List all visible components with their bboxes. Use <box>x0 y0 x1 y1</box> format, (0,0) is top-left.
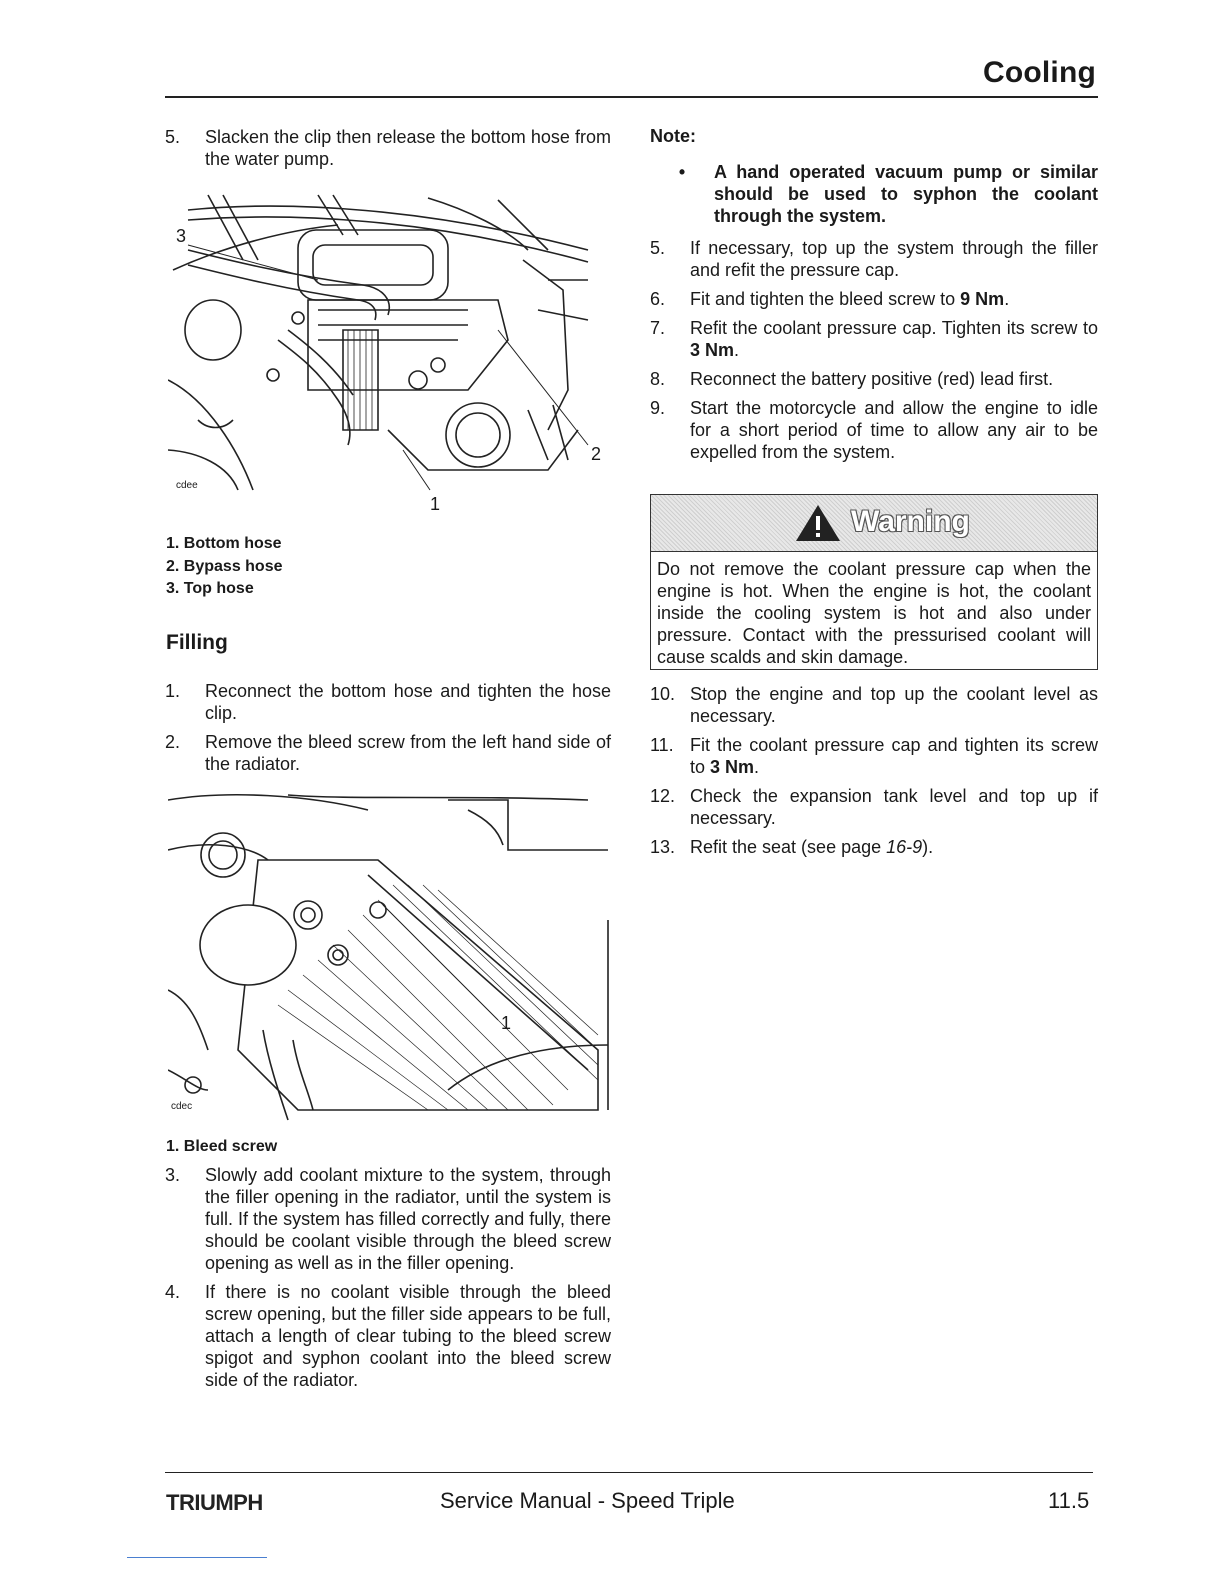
step-number: 6. <box>650 289 666 309</box>
steps-3-4 <box>165 1164 611 1398</box>
step-9 <box>650 397 1098 463</box>
step-1 <box>165 680 611 724</box>
step-text: Check the expansion tank level and top up if necessary. <box>690 786 1098 828</box>
figure-1-captions <box>166 533 283 601</box>
step-10 <box>650 683 1098 727</box>
warning-box <box>650 494 1098 670</box>
step-text: Start the motorcycle and allow the engine to idle for a short period of time to allow any air to be expelled from the system. <box>690 398 1098 462</box>
figure-2-caption: 1. Bleed screw <box>166 1138 278 1155</box>
step-number: 8. <box>650 369 666 389</box>
step-text: If there is no coolant visible through the bleed screw opening, but the filler side appears to be full, attach a length of clear tubing to the bleed screw spigot and syphon coolant into the bleed screw side of the radiator. <box>205 1282 611 1390</box>
step-number: 5. <box>165 127 181 147</box>
step-number: 10. <box>650 684 676 704</box>
callout-1: 1 <box>430 494 441 514</box>
radiator-illustration <box>168 790 613 1130</box>
note-text: A hand operated vacuum pump or similar should be used to syphon the coolant through the system. <box>714 162 1098 226</box>
step-3 <box>165 1164 611 1274</box>
step-number: 12. <box>650 786 676 806</box>
header-rule <box>165 96 1098 98</box>
warning-title: Warning <box>851 505 970 538</box>
step-2 <box>165 731 611 775</box>
left-column <box>165 126 611 177</box>
step-6 <box>650 288 1098 310</box>
step-text: Fit the coolant pressure cap and tighten its screw to 3 Nm. <box>690 735 1098 777</box>
caption-bottom-hose: 1. Bottom hose <box>166 535 282 552</box>
callout-1: 1 <box>501 1013 512 1033</box>
page-reference: 16-9 <box>886 837 923 857</box>
step-number: 2. <box>165 732 181 752</box>
step-text: Stop the engine and top up the coolant level as necessary. <box>690 684 1098 726</box>
step-number: 4. <box>165 1282 181 1302</box>
step-text: If necessary, top up the system through the filler and refit the pressure cap. <box>690 238 1098 280</box>
step-5-right <box>650 237 1098 281</box>
manual-title: Service Manual - Speed Triple <box>440 1488 735 1513</box>
page-number: 11.5 <box>1048 1488 1090 1513</box>
figure-code: cdee <box>176 480 198 491</box>
step-text: Remove the bleed screw from the left hand side of the radiator. <box>205 732 611 774</box>
warning-text: Do not remove the coolant pressure cap when the engine is hot. When the engine is hot, the coolant inside the cooling system is hot and also under pressure. Contact with the pressurised coolant will cause scalds and skin damage. <box>657 559 1091 667</box>
step-text: Slacken the clip then release the bottom hose from the water pump. <box>205 127 611 169</box>
step-text: Refit the seat (see page 16-9). <box>690 837 934 857</box>
figure-code: cdec <box>171 1101 193 1112</box>
step-number: 3. <box>165 1165 181 1185</box>
link-underline <box>127 1557 267 1558</box>
step-text: Fit and tighten the bleed screw to 9 Nm. <box>690 289 1010 309</box>
bullet-icon: • <box>678 162 686 182</box>
step-text: Reconnect the bottom hose and tighten the hose clip. <box>205 681 611 723</box>
step-13 <box>650 836 1098 858</box>
callout-3: 3 <box>176 226 187 246</box>
warning-triangle-icon <box>794 503 842 543</box>
step-number: 5. <box>650 238 666 258</box>
figure-engine-hoses <box>168 190 613 515</box>
steps-10-13 <box>650 683 1098 865</box>
figure-radiator-bleed-screw <box>168 790 613 1130</box>
step-text: Slowly add coolant mixture to the system, through the filler opening in the radiator, until the system is full. If the system has filled correctly and fully, there should be coolant visible through the bleed screw opening as well as in the filler opening. <box>205 1165 611 1273</box>
filling-heading: Filling <box>166 631 228 654</box>
step-11 <box>650 734 1098 778</box>
filling-steps <box>165 680 611 782</box>
callout-2: 2 <box>591 444 602 464</box>
step-number: 7. <box>650 318 666 338</box>
step-number: 9. <box>650 398 666 418</box>
right-column <box>650 126 1098 470</box>
step-number: 1. <box>165 681 181 701</box>
step-5-left <box>165 126 611 170</box>
step-text: Reconnect the battery positive (red) lead first. <box>690 369 1054 389</box>
engine-illustration <box>168 190 613 515</box>
step-number: 11. <box>650 735 674 755</box>
step-text: Refit the coolant pressure cap. Tighten its screw to 3 Nm. <box>690 318 1098 360</box>
step-number: 13. <box>650 837 676 857</box>
step-4 <box>165 1281 611 1391</box>
step-12 <box>650 785 1098 829</box>
step-7 <box>650 317 1098 361</box>
footer-rule <box>165 1472 1093 1473</box>
step-8 <box>650 368 1098 390</box>
section-title: Cooling <box>982 56 1096 89</box>
caption-top-hose: 3. Top hose <box>166 580 254 597</box>
caption-bypass-hose: 2. Bypass hose <box>166 557 283 575</box>
triumph-logo: TRIUMPH <box>166 1490 263 1515</box>
warning-banner <box>651 495 1097 552</box>
note-label: Note: <box>650 126 696 146</box>
note-bullet <box>650 161 1098 227</box>
